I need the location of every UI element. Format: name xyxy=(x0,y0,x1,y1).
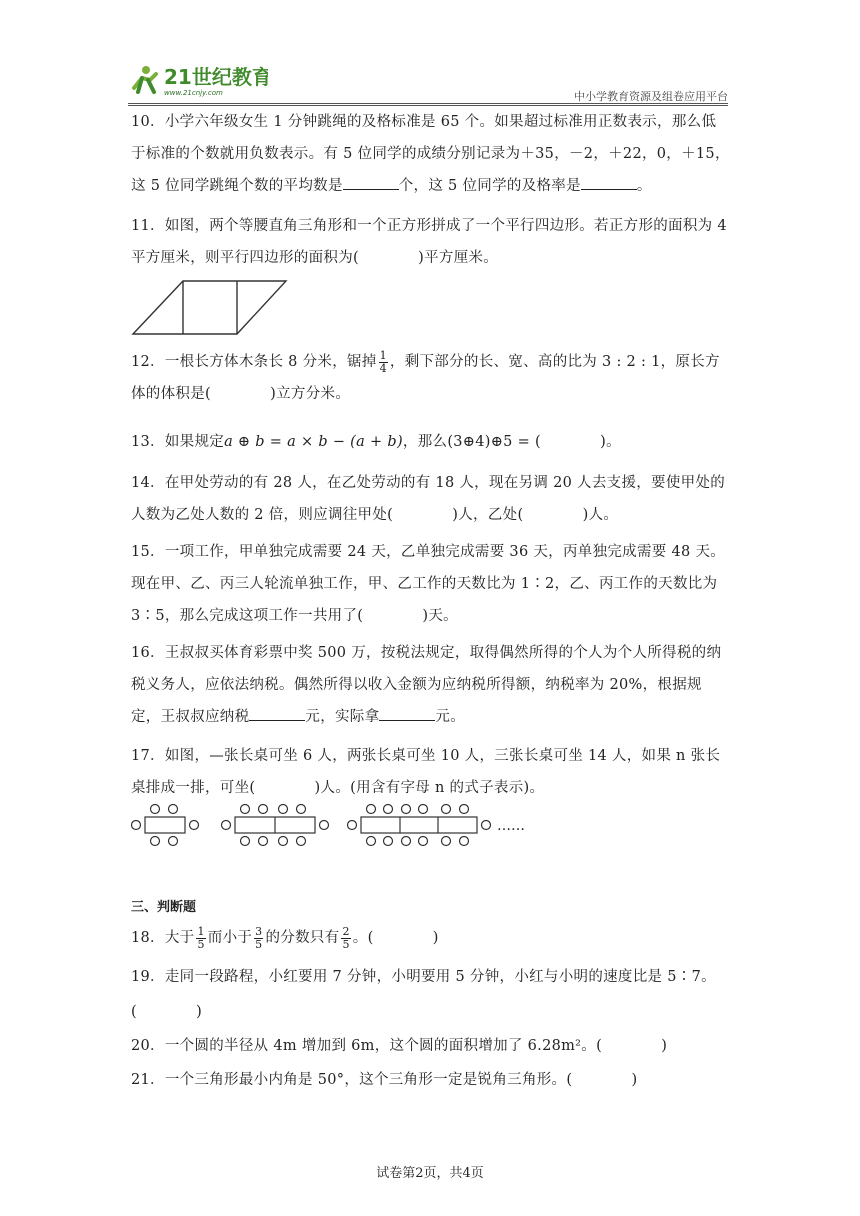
page-header xyxy=(128,62,728,102)
answer-blank[interactable] xyxy=(379,706,435,721)
question-13: 13．如果规定a ⊕ b = a × b − (a + b)，那么(3⊕4)⊕5 = ( )。 xyxy=(131,434,621,450)
answer-blank[interactable] xyxy=(249,706,305,721)
parallelogram-figure xyxy=(131,278,291,342)
tables-figure xyxy=(131,800,551,854)
fraction: $\frac{3}{5}$ xyxy=(255,924,263,951)
question-19-paren[interactable]: ( ) xyxy=(131,1004,203,1020)
question-12: 12．一根长方体木条长 8 分米，锯掉 $\frac{1}{4}$ ，剩下部分的长、宽、高的比为 3 : 2 : 1，原长方体的体积是( )立方分米。 xyxy=(131,348,720,402)
question-11: 11．如图，两个等腰直角三角形和一个正方形拼成了一个平行四边形。若正方形的面积为 4 平方厘米，则平行四边形的面积为( )平方厘米。 xyxy=(131,218,727,266)
header-platform-text: 中小学教育资源及组卷应用平台 xyxy=(574,90,728,103)
runner-logo-icon xyxy=(128,62,268,98)
question-21: 21．一个三角形最小内角是 50°，这个三角形一定是锐角三角形。( ) xyxy=(131,1072,638,1088)
question-19: 19．走同一段路程，小红要用 7 分钟，小明要用 5 分钟，小红与小明的速度比是 5∶7。 xyxy=(131,969,716,985)
formula: a ⊕ b = a × b − (a + b) xyxy=(224,434,403,450)
fraction: $\frac{2}{5}$ xyxy=(342,924,350,951)
section-title-judgement: 三、判断题 xyxy=(131,900,197,915)
logo xyxy=(128,62,268,102)
question-18: 18．大于 $\frac{1}{5}$ 而小于 $\frac{3}{5}$ 的分数只有 $\frac{2}{5}$ 。( ) xyxy=(131,924,439,951)
answer-blank[interactable] xyxy=(343,175,399,190)
ellipsis-text: …… xyxy=(497,818,525,834)
fraction: $\frac{1}{4}$ xyxy=(379,348,387,375)
page-footer: 试卷第2页，共4页 xyxy=(376,1166,484,1181)
question-15: 15．一项工作，甲单独完成需要 24 天，乙单独完成需要 36 天，丙单独完成需要 48 天。现在甲、乙、丙三人轮流单独工作，甲、乙工作的天数比为 1∶2，乙、丙工作的天数比为 3∶5，那么完成这项工作一共用了( )天。 xyxy=(131,544,726,624)
question-14: 14．在甲处劳动的有 28 人，在乙处劳动的有 18 人，现在另调 20 人去支援，要使甲处的人数为乙处人数的 2 倍，则应调往甲处( )人，乙处( )人。 xyxy=(131,475,726,523)
logo-sub-text: www.21cnjy.com xyxy=(164,89,223,97)
question-16: 16．王叔叔买体育彩票中奖 500 万，按税法规定，取得偶然所得的个人为个人所得税的纳税义务人，应依法纳税。偶然所得以收入金额为应纳税所得额，纳税率为 20%，根据规定，王叔叔应纳税 元，实际拿 元。 xyxy=(131,645,722,725)
question-17: 17．如图，—张长桌可坐 6 人，两张长桌可坐 10 人，三张长桌可坐 14 人，如果 n 张长桌排成一排，可坐( )人。(用含有字母 n 的式子表示)。 xyxy=(131,748,721,796)
answer-blank[interactable] xyxy=(581,175,637,190)
logo-main-text: 21世纪教育 xyxy=(164,65,268,89)
question-20: 20．一个圆的半径从 4m 增加到 6m，这个圆的面积增加了 6.28m²。( ) xyxy=(131,1038,668,1054)
question-10: 10．小学六年级女生 1 分钟跳绳的及格标准是 65 个。如果超过标准用正数表示，那么低于标准的个数就用负数表示。有 5 位同学的成绩分别记录为＋35，－2，＋22，0，＋15，这 5 位同学跳绳个数的平均数是 个，这 5 位同学的及格率是 。 xyxy=(131,114,730,194)
fraction: $\frac{1}{5}$ xyxy=(197,924,205,951)
